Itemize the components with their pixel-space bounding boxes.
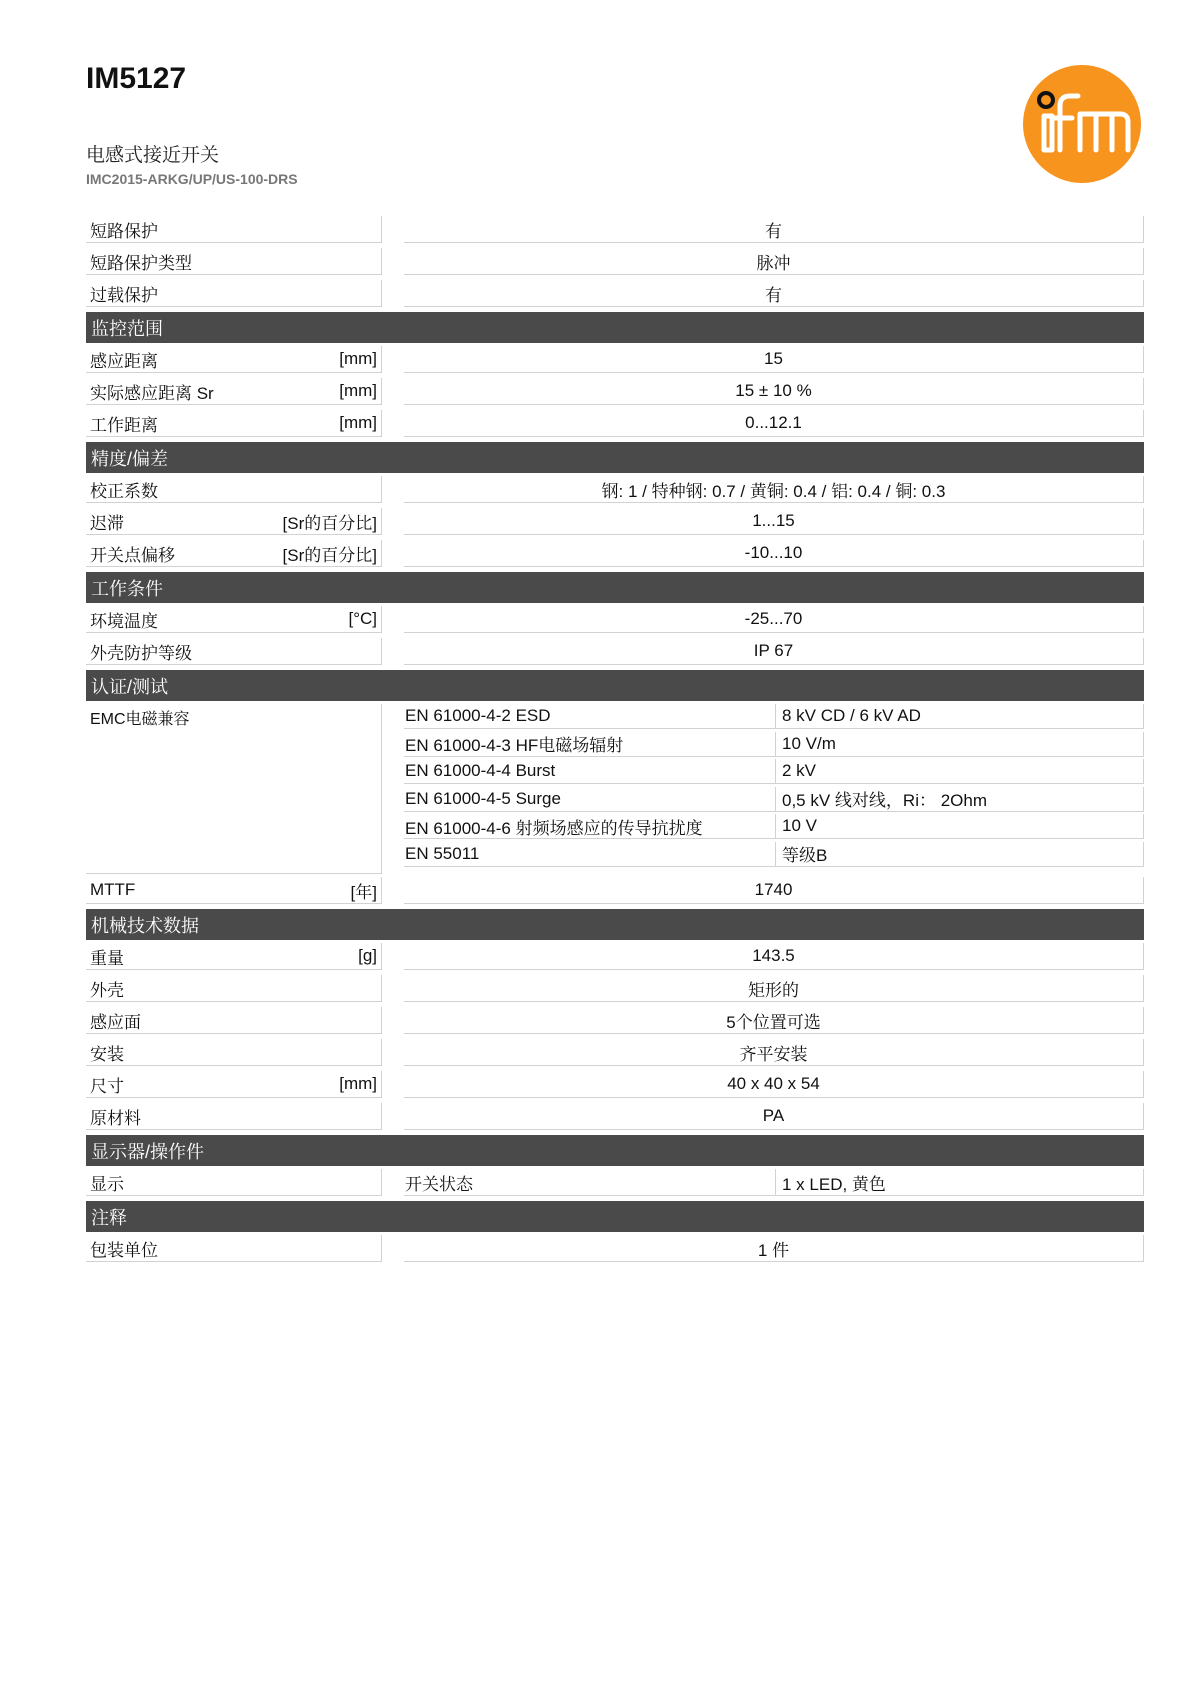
section-header: 监控范围 <box>86 312 1144 343</box>
header <box>86 64 186 94</box>
spec-row <box>86 508 1144 535</box>
row-value: 钢: 1 / 特种钢: 0.7 / 黄铜: 0.4 / 铝: 0.4 / 铜: 0.3 <box>404 476 1144 503</box>
spec-row <box>86 1169 1144 1196</box>
spec-row <box>86 943 1144 970</box>
row-value: 脉冲 <box>404 248 1144 275</box>
spec-row <box>86 476 1144 503</box>
product-title: IM5127 <box>86 62 187 95</box>
emc-value: 2 kV <box>776 759 1144 784</box>
row-label: MTTF [年] <box>86 877 382 904</box>
row-label: 感应距离 [mm] <box>86 346 382 373</box>
row-label: 尺寸 [mm] <box>86 1071 382 1098</box>
emc-row <box>404 842 1144 867</box>
row-sublabel: 开关状态 <box>404 1169 776 1196</box>
section-header: 注释 <box>86 1201 1144 1232</box>
emc-standard: EN 61000-4-2 ESD <box>404 704 776 729</box>
row-value: 0...12.1 <box>404 410 1144 437</box>
product-subtitle: 电感式接近开关 <box>86 145 220 166</box>
row-label: 开关点偏移 [Sr的百分比] <box>86 540 382 567</box>
row-value: 1 件 <box>404 1235 1144 1262</box>
row-value: PA <box>404 1103 1144 1130</box>
emc-value: 8 kV CD / 6 kV AD <box>776 704 1144 729</box>
row-label: 感应面 <box>86 1007 382 1034</box>
spec-row <box>86 410 1144 437</box>
emc-list <box>404 704 1144 874</box>
spec-row <box>86 638 1144 665</box>
emc-standard: EN 61000-4-4 Burst <box>404 759 776 784</box>
emc-standard: EN 61000-4-5 Surge <box>404 787 776 812</box>
row-label: 安装 <box>86 1039 382 1066</box>
row-label: 外壳防护等级 <box>86 638 382 665</box>
emc-standard: EN 61000-4-6 射频场感应的传导抗扰度 <box>404 814 776 839</box>
row-value: 1...15 <box>404 508 1144 535</box>
row-value: 矩形的 <box>404 975 1144 1002</box>
row-label: 外壳 <box>86 975 382 1002</box>
emc-row <box>404 732 1144 757</box>
emc-standard: EN 61000-4-3 HF电磁场辐射 <box>404 732 776 757</box>
spec-row <box>86 216 1144 243</box>
row-label: 环境温度 [°C] <box>86 606 382 633</box>
row-value: 1740 <box>404 877 1144 904</box>
row-label: 工作距离 [mm] <box>86 410 382 437</box>
row-value: -25...70 <box>404 606 1144 633</box>
spec-row <box>86 1039 1144 1066</box>
row-value: 143.5 <box>404 943 1144 970</box>
spec-row <box>86 1235 1144 1262</box>
emc-standard: EN 55011 <box>404 842 776 867</box>
emc-value: 10 V/m <box>776 732 1144 757</box>
spec-row <box>86 540 1144 567</box>
row-label: 短路保护类型 <box>86 248 382 275</box>
spec-row <box>86 280 1144 307</box>
row-value: 40 x 40 x 54 <box>404 1071 1144 1098</box>
row-value: 有 <box>404 216 1144 243</box>
ifm-logo-icon <box>1022 64 1142 184</box>
row-value: 齐平安装 <box>404 1039 1144 1066</box>
emc-value: 等级B <box>776 842 1144 867</box>
emc-block <box>86 704 1144 874</box>
section-header: 机械技术数据 <box>86 909 1144 940</box>
row-value: 15 ± 10 % <box>404 378 1144 405</box>
spec-row <box>86 1103 1144 1130</box>
emc-row <box>404 787 1144 812</box>
spec-row <box>86 975 1144 1002</box>
spec-row <box>86 606 1144 633</box>
emc-value: 10 V <box>776 814 1144 839</box>
section-header: 认证/测试 <box>86 670 1144 701</box>
section-header: 显示器/操作件 <box>86 1135 1144 1166</box>
row-label: 包装单位 <box>86 1235 382 1262</box>
spec-table <box>86 216 1144 1267</box>
section-header: 精度/偏差 <box>86 442 1144 473</box>
row-value: 有 <box>404 280 1144 307</box>
row-value: -10...10 <box>404 540 1144 567</box>
emc-row <box>404 759 1144 784</box>
spec-row <box>86 248 1144 275</box>
row-label: 原材料 <box>86 1103 382 1130</box>
spec-row <box>86 1007 1144 1034</box>
row-label: EMC电磁兼容 <box>86 704 382 874</box>
product-code: IMC2015-ARKG/UP/US-100-DRS <box>86 171 298 187</box>
spec-row <box>86 877 1144 904</box>
row-label: 重量 [g] <box>86 943 382 970</box>
row-value: 1 x LED, 黄色 <box>776 1169 1144 1196</box>
row-label: 显示 <box>86 1169 382 1196</box>
row-label: 实际感应距离 Sr [mm] <box>86 378 382 405</box>
spec-row <box>86 346 1144 373</box>
emc-value: 0,5 kV 线对线，Ri： 2Ohm <box>776 787 1144 812</box>
row-value: 5个位置可选 <box>404 1007 1144 1034</box>
row-label: 过载保护 <box>86 280 382 307</box>
row-label: 迟滞 [Sr的百分比] <box>86 508 382 535</box>
section-header: 工作条件 <box>86 572 1144 603</box>
row-label: 校正系数 <box>86 476 382 503</box>
row-value: 15 <box>404 346 1144 373</box>
spec-row <box>86 378 1144 405</box>
emc-row <box>404 704 1144 729</box>
spec-row <box>86 1071 1144 1098</box>
emc-row <box>404 814 1144 839</box>
row-label: 短路保护 <box>86 216 382 243</box>
row-value: IP 67 <box>404 638 1144 665</box>
